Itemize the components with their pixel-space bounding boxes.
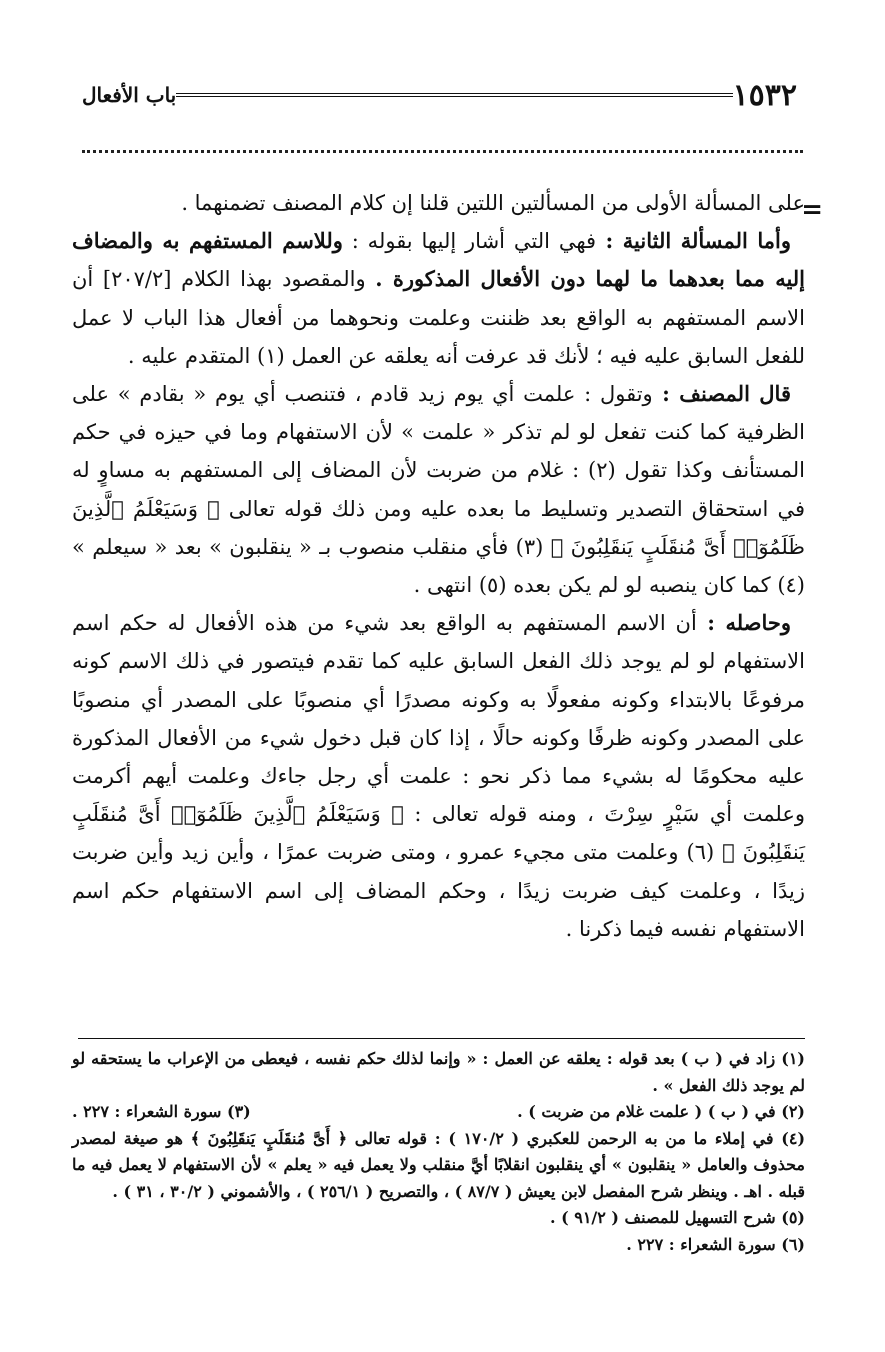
- footnote-5: (٥) شرح التسهيل للمصنف ( ٩١/٢ ) .: [549, 1208, 805, 1227]
- dotted-separator: [82, 150, 803, 153]
- page-number: ١٥٣٢: [732, 77, 797, 113]
- paragraph-author-said: قال المصنف : وتقول : علمت أي يوم زيد قادم ، فتنصب أي يوم « بقادم » على الظرفية كما كنت تفعل لو لم تذكر « علمت » لأن الاستفهام وما في حيزه في حكم المستأنف وكذا تقول (٢) : غلام من ضربت لأن المضاف إلى المستفهم به مساوٍ له في استحقاق التصدير وتسليط ما بعده عليه ومن ذلك قوله تعالى ﴿ وَسَيَعْلَمُ ٱلَّذِينَ ظَلَمُوٓا۟ أَىَّ مُنقَلَبٍ يَنقَلِبُونَ ﴾ (٣) فأي منقلب منصوب بـ « ينقلبون » بعد « سيعلم » (٤) كما كان ينصبه لو لم يكن بعده (٥) انتهى .: [72, 381, 806, 598]
- footnote-rule: [78, 1038, 805, 1039]
- footnote-row-2-3: [72, 1099, 805, 1126]
- footnote-1: (١) زاد في ( ب ) بعد قوله : يعلقه عن العمل : « وإنما لذلك حكم نفسه ، فيعطى من الإعراب ما يستحقه لو لم يوجد ذلك الفعل » .: [72, 1049, 805, 1095]
- paragraph-second-issue: وأما المسألة الثانية : فهي التي أشار إليها بقوله : وللاسم المستفهم به والمضاف إليه مما بعدهما ما لهما دون الأفعال المذكورة . والمقصود بهذا الكلام [٢٠٧/٢] أن الاسم المستفهم به الواقع بعد ظننت وعلمت ونحوهما من أفعال هذا الباب لا عمل للفعل السابق عليه فيه ؛ لأنك قد عرفت أنه يعلقه عن العمل (١) المتقدم عليه .: [72, 228, 806, 368]
- footnote-3: (٣) سورة الشعراء : ٢٢٧ .: [72, 1102, 251, 1121]
- footnote-6: (٦) سورة الشعراء : ٢٢٧ .: [626, 1234, 805, 1254]
- continuation-mark: =: [801, 195, 823, 225]
- chapter-title: باب الأفعال: [82, 83, 177, 107]
- footnotes: [72, 1046, 805, 1258]
- paragraph-continued: على المسألة الأولى من المسألتين اللتين قلنا إن كلام المصنف تضمنهما .: [181, 191, 805, 215]
- paragraph-summary: وحاصله : أن الاسم المستفهم به الواقع بعد شيء من هذه الأفعال له حكم اسم الاستفهام لو لم يوجد ذلك الفعل السابق عليه كما تقدم فيتصور في ذلك الاسم كونه مرفوعًا بالابتداء وكونه مفعولًا به وكونه مصدرًا أي منصوبًا على المصدر أي منصوبًا على المصدر وكونه ظرفًا وكونه حالًا ، إذا كان قبل دخول شيء من الأفعال المذكورة عليه محكومًا له بشيء مما ذكر نحو : علمت أي رجل جاءك وعلمت أيهم أكرمت وعلمت أي سَيْرٍ سِرْتَ ، ومنه قوله تعالى : ﴿ وَسَيَعْلَمُ ٱلَّذِينَ ظَلَمُوٓا۟ أَىَّ مُنقَلَبٍ يَنقَلِبُونَ ﴾ (٦) وعلمت متى مجيء عمرو ، ومتى ضربت عمرًا ، وأين زيد وأين ضربت زيدًا ، وعلمت كيف ضربت زيدًا ، وحكم المضاف إلى اسم الاستفهام حكم اسم الاستفهام نفسه فيما ذكرنا .: [72, 610, 805, 941]
- running-header: [72, 78, 805, 112]
- main-text: [72, 184, 805, 948]
- header-rule: [176, 93, 732, 97]
- footnote-2: (٢) في ( ب ) ( علمت غلام من ضربت ) .: [517, 1102, 805, 1121]
- footnote-4: (٤) في إملاء ما من به الرحمن للعكبري ( ١٧٠/٢ ) : قوله تعالى ﴿ أَىَّ مُنقَلَبٍ يَنقَلِبُونَ ﴾ هو صيغة لمصدر محذوف والعامل « ينقلبون » أي ينقلبون انقلابًا أيَّ منقلب ولا يعمل فيه « يعلم » لأن الاستفهام لا يعمل فيه ما قبله . اهـ . وينظر شرح المفصل لابن يعيش ( ٨٧/٧ ) ، والتصريح ( ٢٥٦/١ ) ، والأشموني ( ٣٠/٢ ، ٣١ ) .: [72, 1128, 806, 1201]
